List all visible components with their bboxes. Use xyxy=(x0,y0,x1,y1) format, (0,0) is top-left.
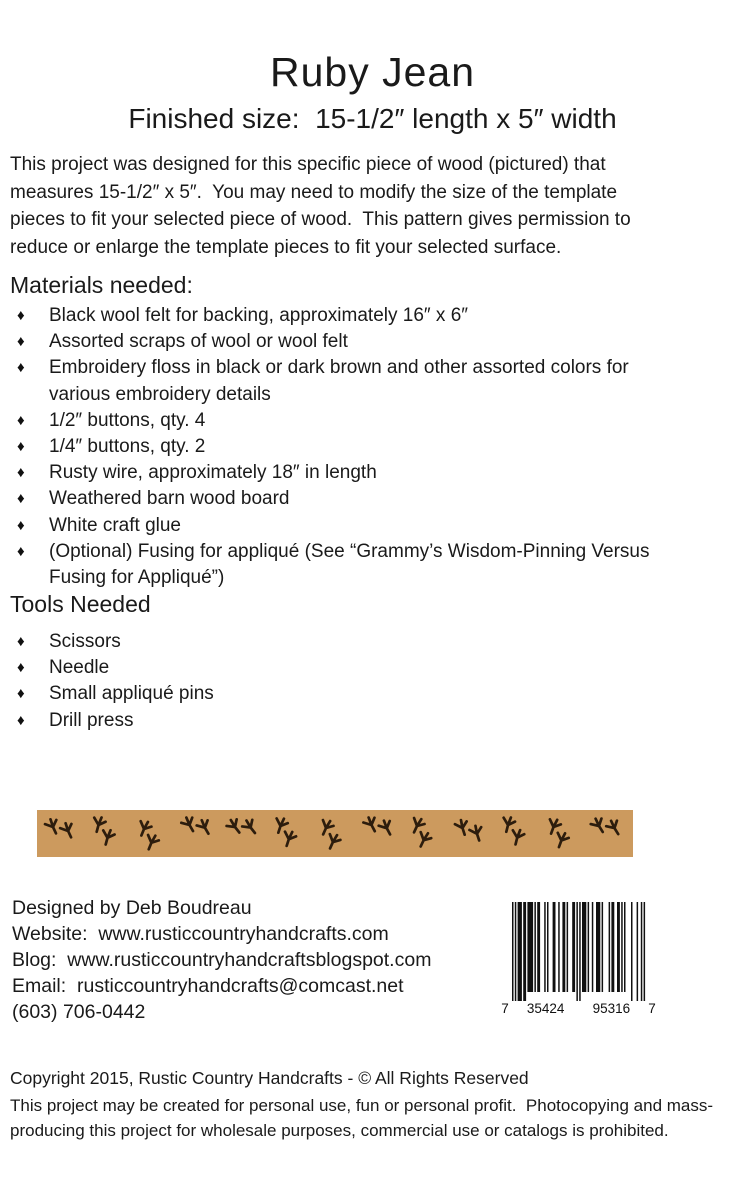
barcode-bar xyxy=(567,902,569,992)
contact-block xyxy=(12,895,482,1025)
diamond-bullet-icon: ♦ xyxy=(17,516,25,534)
tools-heading: Tools Needed xyxy=(10,591,151,617)
barcode-left-digit: 7 xyxy=(501,1001,509,1016)
diamond-bullet-icon: ♦ xyxy=(17,633,25,650)
license-paragraph: This project may be created for personal use, fun or personal profit. Photocopying and mass-producing this project for wholesale purposes, commercial use or catalogs is prohibited. xyxy=(10,1096,714,1140)
list-item-text: Weathered barn wood board xyxy=(49,488,290,510)
list-item xyxy=(15,434,663,460)
list-item-text: Scissors xyxy=(49,631,121,652)
diamond-bullet-icon: ♦ xyxy=(17,438,25,456)
barcode-bar xyxy=(523,902,526,1001)
barcode-bar xyxy=(562,902,565,992)
blog-line: Blog: www.rusticcountryhandcraftsblogspot.com xyxy=(12,949,432,971)
list-item xyxy=(15,513,663,539)
barcode-bar xyxy=(518,902,522,1001)
email-line: Email: rusticcountryhandcrafts@comcast.net xyxy=(12,975,404,997)
barcode-bar xyxy=(534,902,536,992)
barcode-bar xyxy=(588,902,590,992)
list-item-text: (Optional) Fusing for appliqué (See “Grammy’s Wisdom-Pinning Versus Fusing for Appliqué”) xyxy=(49,540,655,589)
tools-list xyxy=(15,629,663,734)
barcode-group1-digits: 35424 xyxy=(526,1001,565,1016)
diamond-bullet-icon: ♦ xyxy=(17,333,25,351)
barcode-group2-digits: 95316 xyxy=(592,1001,631,1016)
bird-footprints-band xyxy=(37,810,633,857)
list-item-text: Drill press xyxy=(49,709,134,731)
list-item-text: 1/2″ buttons, qty. 4 xyxy=(49,409,206,431)
list-item-text: White craft glue xyxy=(49,514,181,536)
diamond-bullet-icon: ♦ xyxy=(17,659,25,677)
barcode-bar xyxy=(579,902,581,1001)
barcode-bar xyxy=(537,902,540,992)
barcode-bar xyxy=(596,902,600,992)
list-item xyxy=(15,681,663,707)
diamond-bullet-icon: ♦ xyxy=(17,307,25,324)
upc-barcode xyxy=(500,902,660,1018)
list-item xyxy=(15,303,663,329)
barcode-bar xyxy=(558,902,560,992)
list-item-text: Small appliqué pins xyxy=(49,683,214,705)
list-item-text: Needle xyxy=(49,657,110,679)
intro-paragraph: This project was designed for this specific piece of wood (pictured) that measures 15-1/2″ x 5″. You may need to modify the size of the template pieces to fit your selected piece of wood. This pattern gives permission to reduce or enlarge the template pieces to fit your selected surface. xyxy=(10,154,636,258)
designed-by-line: Designed by Deb Boudreau xyxy=(12,897,252,919)
list-item-text: Rusty wire, approximately 18″ in length xyxy=(49,462,377,484)
barcode-bar xyxy=(592,902,594,992)
barcode-bar xyxy=(602,902,604,992)
barcode-bar xyxy=(617,902,620,992)
list-item-text: 1/4″ buttons, qty. 2 xyxy=(49,436,206,458)
finished-size-subtitle: Finished size: 15-1/2″ length x 5″ width xyxy=(128,103,617,134)
barcode-right-digit: 7 xyxy=(648,1001,656,1016)
diamond-bullet-icon: ♦ xyxy=(17,542,25,560)
phone-line: (603) 706-0442 xyxy=(12,1001,146,1023)
list-item xyxy=(15,629,663,655)
barcode-bar xyxy=(547,902,549,992)
barcode-bar xyxy=(637,902,639,1001)
band-background xyxy=(37,810,633,857)
diamond-bullet-icon: ♦ xyxy=(17,411,25,429)
list-item xyxy=(15,539,663,591)
barcode-bar xyxy=(582,902,586,992)
diamond-bullet-icon: ♦ xyxy=(17,490,25,508)
list-item xyxy=(15,408,663,434)
barcode-bar xyxy=(572,902,575,992)
list-item xyxy=(15,708,663,734)
barcode-bar xyxy=(576,902,578,1001)
barcode-bar xyxy=(621,902,623,992)
website-line: Website: www.rusticcountryhandcrafts.com xyxy=(12,923,389,945)
materials-heading: Materials needed: xyxy=(10,272,193,298)
diamond-bullet-icon: ♦ xyxy=(17,359,25,377)
list-item xyxy=(15,460,663,486)
barcode-bar xyxy=(515,902,517,1001)
barcode-bar xyxy=(631,902,633,1001)
materials-list xyxy=(15,303,663,591)
page-title: Ruby Jean xyxy=(269,49,475,95)
copyright-line: Copyright 2015, Rustic Country Handcrafts - © All Rights Reserved xyxy=(10,1068,529,1088)
barcode-bar xyxy=(527,902,533,992)
barcode-bar xyxy=(644,902,646,1001)
barcode-bar xyxy=(512,902,514,1001)
list-item xyxy=(15,355,663,407)
barcode-bar xyxy=(544,902,546,992)
barcode-bar xyxy=(611,902,614,992)
list-item-text: Embroidery floss in black or dark brown and other assorted colors for various embroidery details xyxy=(49,357,635,405)
diamond-bullet-icon: ♦ xyxy=(17,711,25,729)
list-item-text: Assorted scraps of wool or wool felt xyxy=(49,331,348,353)
diamond-bullet-icon: ♦ xyxy=(17,685,25,703)
list-item xyxy=(15,655,663,681)
barcode-bar xyxy=(641,902,643,1001)
barcode-bar xyxy=(553,902,556,992)
list-item xyxy=(15,329,663,355)
barcode-bar xyxy=(609,902,611,992)
list-item-text: Black wool felt for backing, approximately 16″ x 6″ xyxy=(49,305,468,326)
diamond-bullet-icon: ♦ xyxy=(17,464,25,482)
barcode-bar xyxy=(624,902,626,992)
list-item xyxy=(15,486,663,512)
